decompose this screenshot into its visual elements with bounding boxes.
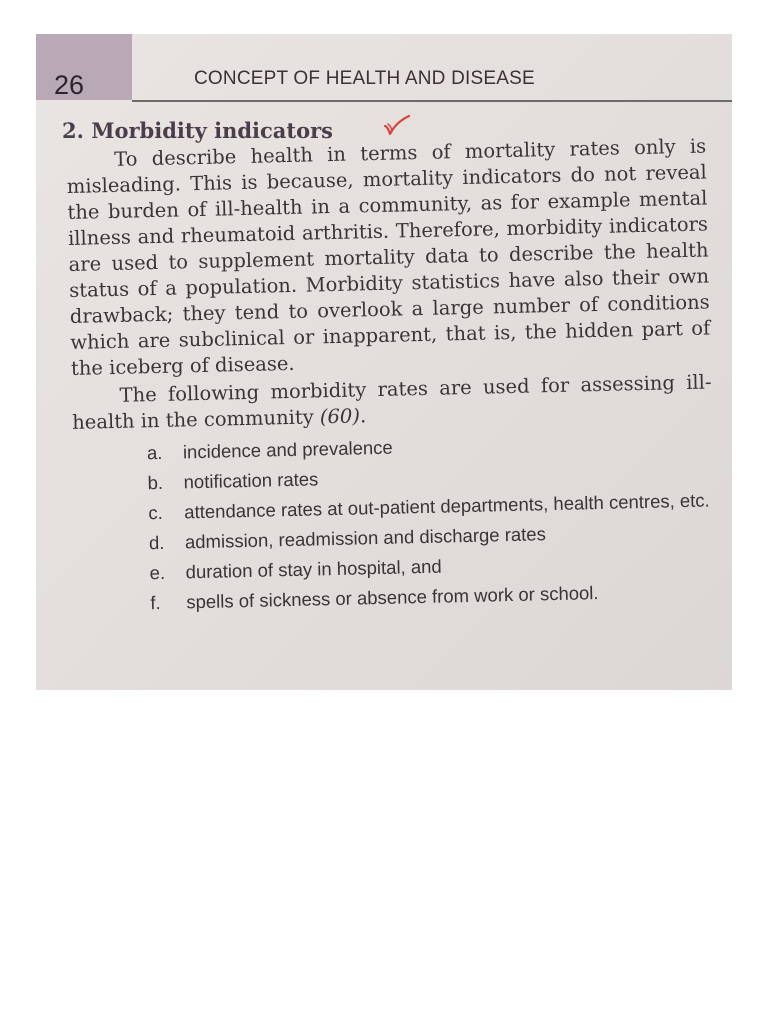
paragraph-1: To describe health in terms of mortality rates only is misleading. This is because, mortality indicators do not reveal the burden of ill-health in a community, as for example mental illness and rheumatoid arthritis. Therefore, morbidity indicators are used to supplement mortality data to describe the health status of a population. Morbidity statistics have also their own drawback; they tend to overlook a large number of conditions which are subclinical or inapparent, that is, the hidden part of the iceberg of disease. [66,134,711,380]
list-item [147,459,713,494]
page-number: 26 [54,70,85,100]
list-item [148,489,714,524]
section-title: 2. Morbidity indicators [62,118,333,143]
red-checkmark-icon [382,112,412,140]
list-item [150,579,716,614]
list-marker: c. [148,501,163,524]
morbidity-rates-list [73,429,717,615]
list-marker: b. [147,471,164,494]
book-page-photo [36,34,732,690]
list-item-text: admission, readmission and discharge rates [184,523,547,553]
body-content [66,133,717,623]
list-item [149,549,715,584]
list-item [147,429,713,464]
list-item-text: duration of stay in hospital, and [185,555,442,583]
list-item-text: spells of sickness or absence from work or school. [186,582,599,613]
list-item-text: notification rates [183,468,319,493]
list-marker: d. [148,531,165,554]
paragraph-2-end: . [359,404,367,428]
list-marker: a. [146,441,163,464]
list-marker: e. [149,561,166,584]
paragraph-2-text: The following morbidity rates are used for assessing ill-health in the community [71,370,712,434]
list-item [149,519,715,554]
list-marker: f. [150,591,161,614]
list-item-text: attendance rates at out-patient departments, health centres, etc. [184,489,710,523]
citation-ref: (60) [319,404,361,429]
list-item-text: incidence and prevalence [182,436,393,463]
running-head: CONCEPT OF HEALTH AND DISEASE [194,68,535,89]
header-rule [132,100,732,102]
